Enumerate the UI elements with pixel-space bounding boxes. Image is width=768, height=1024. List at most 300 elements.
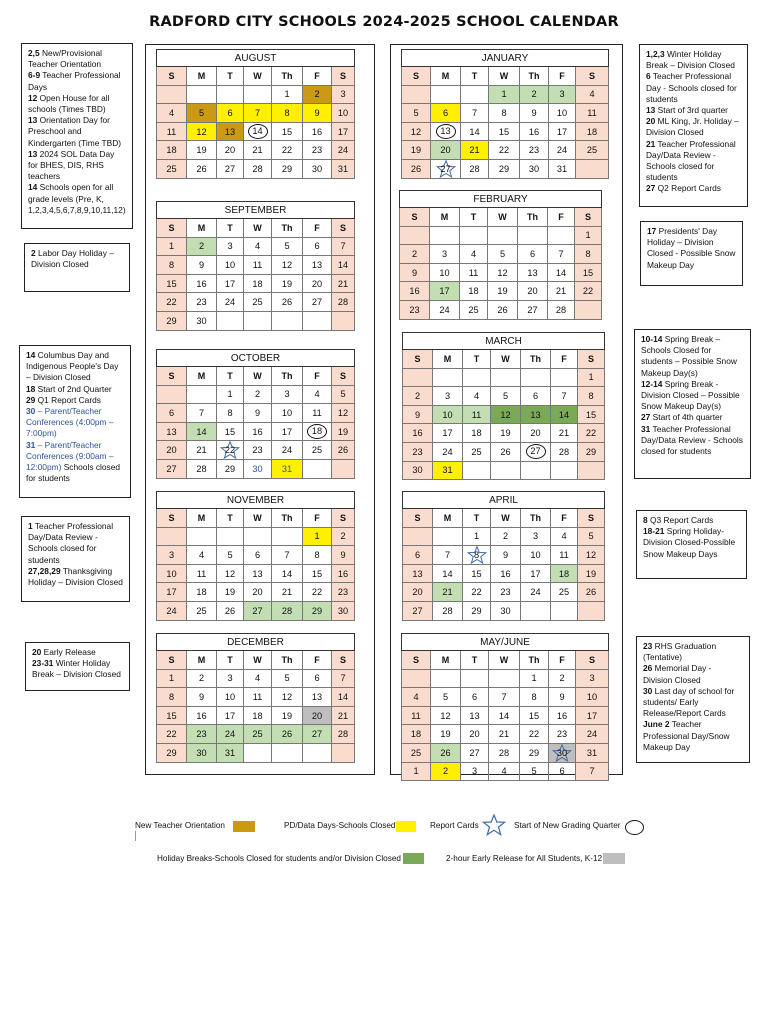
note-date: 1 [28,521,33,531]
day-cell [244,459,272,478]
day-number: 29 [471,605,482,616]
day-cell [520,159,549,178]
day-cell [157,122,187,141]
day-number: 22 [166,729,177,740]
day-cell [187,385,217,404]
day-number: 1 [168,241,175,252]
day-cell [332,104,355,123]
day-number: 25 [252,729,263,740]
weekday-header: S [157,219,187,238]
day-cell [402,85,431,104]
day-number: 3 [532,531,539,542]
day-number: 20 [469,729,480,740]
day-number: 2 [340,531,346,542]
note-text: – Parent/Teacher Conferences (9:00am – 12:00pm) [26,439,114,473]
day-cell [303,527,332,546]
day-cell [575,282,602,301]
day-number: 16 [252,426,263,437]
day-number: 20 [412,587,423,598]
day-number: 22 [224,445,236,456]
note-entry [643,663,743,685]
day-cell [157,256,187,275]
note-entry [28,149,126,183]
weekday-header: M [187,651,217,670]
day-cell [303,546,332,565]
note-entry [28,521,123,566]
day-number: 29 [528,747,540,758]
day-number: 4 [589,89,595,100]
day-number: 7 [284,549,290,560]
day-cell [332,527,355,546]
day-number: 28 [469,163,480,174]
day-number: 5 [413,107,419,118]
weekday-header: T [461,67,489,86]
note-date: 31 [26,439,36,450]
weekday-header: S [402,67,431,86]
legend-orientation-label: New Teacher Orientation [135,821,225,830]
day-number: 5 [284,241,290,252]
day-cell [400,245,430,264]
day-number: 25 [558,587,570,598]
day-number: 8 [168,259,175,270]
weekday-header: F [549,651,576,670]
day-number: 12 [497,267,508,278]
day-cell [430,245,460,264]
calendar-march [402,332,605,480]
day-cell [431,762,461,781]
day-number: 30 [528,163,540,174]
day-number: 28 [337,729,349,740]
day-cell [400,263,430,282]
day-number: 28 [196,463,207,474]
day-number: 6 [314,241,320,252]
note-date: 31 [641,423,651,434]
day-cell [463,405,491,424]
day-cell [402,669,431,688]
day-number: 18 [252,710,263,721]
day-number: 14 [498,710,510,721]
day-cell [157,237,187,256]
day-number: 29 [166,315,177,326]
day-number: 9 [314,107,320,118]
day-number: 20 [530,428,541,439]
day-cell [431,104,461,123]
day-cell [157,85,187,104]
day-number: 4 [561,531,567,542]
day-cell [491,583,521,602]
day-number: 13 [469,710,480,721]
notes-march [634,329,751,479]
day-cell [491,564,521,583]
day-number: 17 [337,126,349,137]
day-cell [518,226,548,245]
note-text: Last day of school for students/ Early Release/Report Cards [643,685,735,719]
day-number: 24 [530,587,541,598]
weekday-header: Th [272,509,303,528]
note-date: 6 [646,71,651,82]
day-cell [157,274,187,293]
notes-december [25,642,130,691]
day-cell [187,688,217,707]
day-cell [403,601,433,620]
note-entry [643,686,743,720]
day-number: 31 [586,747,598,758]
day-number: 19 [585,568,597,579]
day-number: 13 [527,267,538,278]
day-cell [402,743,431,762]
day-number: 17 [224,710,236,721]
day-cell [303,422,332,441]
day-cell [303,311,332,330]
day-cell [433,564,463,583]
day-cell [332,256,355,275]
day-cell [157,527,187,546]
day-cell [403,564,433,583]
note-date: 23 [643,641,653,651]
day-number: 10 [281,407,293,418]
day-number: 19 [281,710,293,721]
month-name: MARCH [403,333,605,350]
weekday-header: S [402,651,431,670]
day-cell [461,762,489,781]
day-cell [244,122,272,141]
day-cell [157,546,187,565]
day-number: 22 [528,729,540,740]
day-number: 14 [555,267,567,278]
legend-orientation-swatch [233,821,255,832]
day-cell [433,583,463,602]
day-cell [491,405,521,424]
day-cell [187,141,217,160]
day-cell [521,601,551,620]
note-text: Start of 4th quarter [650,412,723,423]
day-cell [303,669,332,688]
day-cell [520,725,549,744]
day-cell [549,669,576,688]
day-cell [488,300,518,319]
note-date: 1,2,3 [646,49,665,59]
day-number: 28 [442,605,453,616]
note-entry [28,93,126,115]
day-number: 30 [556,747,568,758]
day-number: 25 [410,747,422,758]
day-cell [491,442,521,461]
day-cell [217,564,244,583]
day-cell [463,601,491,620]
day-cell [217,706,244,725]
day-cell [491,546,521,565]
day-cell [303,743,332,762]
day-cell [157,688,187,707]
day-cell [433,387,463,406]
day-cell [187,159,217,178]
day-number: 20 [252,587,263,598]
day-number: 2 [198,241,205,252]
day-cell [244,546,272,565]
day-number: 12 [281,259,293,270]
day-number: 5 [442,691,449,702]
day-number: 23 [500,587,511,598]
day-cell [244,688,272,707]
day-number: 25 [252,297,263,308]
weekday-header: Th [520,651,549,670]
day-cell [187,459,217,478]
day-cell [303,159,332,178]
day-cell [332,293,355,312]
day-number: 13 [311,691,323,702]
day-number: 19 [224,587,236,598]
day-cell [489,725,520,744]
day-number: 10 [442,409,453,420]
day-number: 8 [588,390,594,401]
day-number: 27 [252,605,263,616]
day-cell [244,293,272,312]
day-cell [303,564,332,583]
day-cell [402,104,431,123]
day-cell [431,743,461,762]
day-cell [488,226,518,245]
day-cell [187,669,217,688]
note-text: Early Release [41,647,96,657]
day-cell [430,263,460,282]
day-cell [402,159,431,178]
note-entry [647,226,736,271]
day-number: 4 [473,390,480,401]
day-cell [187,422,217,441]
day-number: 24 [442,446,453,457]
day-cell [402,762,431,781]
weekday-header: F [549,67,576,86]
day-number: 31 [224,747,236,758]
day-cell [431,725,461,744]
day-number: 15 [582,267,594,278]
note-entry [28,115,126,149]
day-cell [303,583,332,602]
month-name: DECEMBER [157,634,355,651]
day-number: 22 [166,297,177,308]
day-cell [575,226,602,245]
day-cell [187,122,217,141]
day-cell [332,546,355,565]
month-name: MAY/JUNE [402,634,609,651]
day-cell [551,442,578,461]
day-cell [461,725,489,744]
weekday-header: S [576,651,609,670]
day-cell [187,104,217,123]
day-number: 15 [166,710,177,721]
day-number: 22 [498,145,510,156]
day-number: 15 [498,126,510,137]
weekday-header: T [460,208,488,227]
day-cell [303,122,332,141]
day-cell [575,300,602,319]
day-cell [578,368,605,387]
day-cell [576,122,609,141]
day-cell [549,159,576,178]
day-cell [518,300,548,319]
day-number: 10 [224,259,236,270]
day-cell [489,85,520,104]
weekday-header: T [463,350,491,369]
day-number: 21 [469,145,480,156]
weekday-header: S [403,509,433,528]
weekday-header: S [576,67,609,86]
day-cell [332,706,355,725]
day-number: 21 [252,145,263,156]
day-cell [491,424,521,443]
day-cell [187,743,217,762]
day-number: 11 [468,267,479,278]
day-cell [518,282,548,301]
day-number: 16 [528,126,540,137]
weekday-header: Th [272,67,303,86]
day-cell [488,263,518,282]
day-number: 8 [585,248,591,259]
weekday-header: F [303,67,332,86]
day-cell [403,387,433,406]
day-cell [578,546,605,565]
day-number: 26 [500,446,511,457]
day-cell [303,237,332,256]
day-number: 21 [442,587,453,598]
day-number: 11 [411,710,421,721]
day-number: 24 [586,729,598,740]
day-cell [187,293,217,312]
day-number: 25 [586,145,598,156]
day-number: 16 [409,286,420,297]
day-number: 31 [556,163,568,174]
calendar-january [401,49,609,179]
day-number: 8 [531,691,537,702]
legend-early-swatch [603,853,625,864]
day-cell [549,85,576,104]
day-cell [272,404,303,423]
weekday-header: T [217,219,244,238]
month-name: OCTOBER [157,350,355,367]
day-cell [157,669,187,688]
day-cell [521,461,551,480]
day-cell [157,601,187,620]
day-number: 24 [439,304,450,315]
note-entry [32,658,123,680]
day-cell [461,141,489,160]
weekday-header: S [157,367,187,386]
day-cell [303,404,332,423]
day-number: 4 [413,691,419,702]
month-name: NOVEMBER [157,492,355,509]
day-cell [402,725,431,744]
weekday-header: S [157,67,187,86]
note-text: – Parent/Teacher Conferences (4:00pm – 7:00pm) [26,406,114,439]
day-cell [461,159,489,178]
weekday-header: M [187,367,217,386]
note-entry [646,105,741,116]
day-number: 6 [314,673,320,684]
day-cell [463,546,491,565]
day-number: 16 [500,568,511,579]
day-cell [463,583,491,602]
note-text: Orientation Day for Preschool and Kindergarten (Time TBD) [28,115,122,148]
day-number: 26 [337,445,349,456]
day-cell [489,706,520,725]
day-cell [489,122,520,141]
day-number: 2 [442,766,449,777]
day-cell [217,601,244,620]
day-number: 8 [284,107,290,118]
day-cell [217,256,244,275]
day-cell [217,583,244,602]
day-cell [433,601,463,620]
note-entry [26,440,124,485]
day-number: 1 [588,372,594,383]
weekday-header: M [431,67,461,86]
day-cell [400,282,430,301]
day-number: 13 [252,568,263,579]
day-number: 20 [224,145,236,156]
day-cell [549,688,576,707]
legend-quarter-label: Start of New Grading Quarter [514,821,621,830]
note-text: Thanksgiving Holiday – Division Closed [28,565,123,588]
day-cell [272,256,303,275]
day-number: 21 [498,729,510,740]
weekday-header: W [244,367,272,386]
note-text: Start of 3rd quarter [655,105,728,116]
day-number: 24 [224,729,236,740]
day-number: 12 [440,710,451,721]
day-cell [400,300,430,319]
day-cell [332,669,355,688]
day-number: 26 [497,304,508,315]
note-text: Spring Holiday-Division Closed-Possible Snow Makeup Days [643,526,736,559]
day-number: 30 [196,315,207,326]
day-cell [551,583,578,602]
weekday-header: W [491,350,521,369]
calendar-april [402,491,605,621]
day-cell [244,104,272,123]
day-cell [463,442,491,461]
day-cell [491,387,521,406]
day-number: 19 [497,286,508,297]
day-cell [402,706,431,725]
day-number: 5 [227,549,233,560]
day-number: 24 [556,145,568,156]
day-number: 7 [501,691,507,702]
day-cell [403,527,433,546]
day-cell [157,706,187,725]
day-cell [303,459,332,478]
day-number: 26 [440,747,451,758]
weekday-header: F [551,509,578,528]
day-number: 28 [337,297,349,308]
day-cell [187,601,217,620]
day-number: 18 [166,145,177,156]
day-number: 22 [585,428,597,439]
day-cell [272,706,303,725]
day-number: 1 [501,89,507,100]
day-cell [244,725,272,744]
day-number: 12 [224,568,236,579]
day-number: 28 [498,747,510,758]
day-number: 25 [468,304,479,315]
day-cell [521,583,551,602]
day-cell [520,762,549,781]
note-text: Winter Holiday Break – Division Closed [32,658,121,680]
day-number: 11 [559,549,569,560]
day-number: 19 [440,729,451,740]
day-number: 5 [499,248,506,259]
day-cell [244,85,272,104]
legend-pd-label: PD/Data Days-Schools Closed [284,821,396,830]
